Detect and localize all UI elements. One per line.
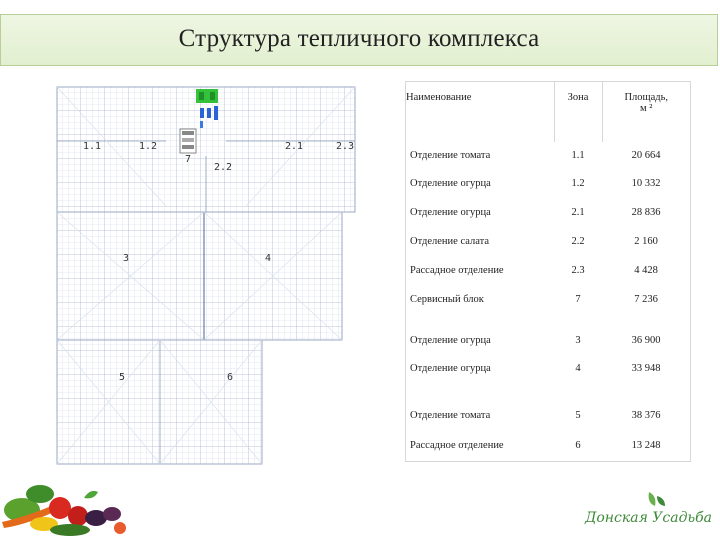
zone-label-3: 3 bbox=[122, 253, 130, 264]
header-divider bbox=[554, 82, 555, 142]
plan-block-lower bbox=[57, 340, 262, 464]
service-block bbox=[180, 129, 196, 153]
title-banner bbox=[0, 14, 718, 66]
table-row: Отделение огурца 1.2 10 332 bbox=[410, 178, 661, 189]
zones-table bbox=[405, 81, 691, 462]
zone-label-2-3: 2.3 bbox=[335, 141, 355, 152]
table-row: Отделение томата 1.1 20 664 bbox=[410, 150, 661, 161]
zone-label-2-2: 2.2 bbox=[213, 162, 233, 173]
zone-label-2-1: 2.1 bbox=[284, 141, 304, 152]
zone-label-1-1: 1.1 bbox=[82, 141, 102, 152]
header-zone: Зона bbox=[554, 82, 602, 142]
greenhouse-plan bbox=[56, 86, 356, 466]
zone-label-6: 6 bbox=[226, 372, 234, 383]
table-row: Рассадное отделение 6 13 248 bbox=[410, 440, 661, 451]
page-title: Структура тепличного комплекса bbox=[178, 25, 540, 52]
table-row: Сервисный блок 7 7 236 bbox=[410, 294, 658, 305]
table-row: Рассадное отделение 2.3 4 428 bbox=[410, 265, 658, 276]
table-row: Отделение огурца 2.1 28 836 bbox=[410, 207, 661, 218]
table-row: Отделение салата 2.2 2 160 bbox=[410, 236, 658, 247]
header-area: Площадь, м ² bbox=[624, 92, 669, 114]
table-row: Отделение томата 5 38 376 bbox=[410, 409, 661, 421]
zone-label-7: 7 bbox=[184, 154, 192, 165]
table-row: Отделение огурца 4 33 948 bbox=[410, 363, 661, 374]
table-row: Отделение огурца 3 36 900 bbox=[410, 334, 661, 346]
zone-label-4: 4 bbox=[264, 253, 272, 264]
header-name: Наименование bbox=[406, 82, 554, 142]
zone-label-1-2: 1.2 bbox=[138, 141, 158, 152]
vegetables-image bbox=[0, 462, 132, 540]
plan-block-upper bbox=[57, 87, 355, 212]
plan-block-middle bbox=[57, 212, 342, 340]
zone-label-5: 5 bbox=[118, 372, 126, 383]
svg-text:Донская Усадьба: Донская Усадьба bbox=[585, 510, 712, 526]
company-logo bbox=[583, 490, 712, 535]
